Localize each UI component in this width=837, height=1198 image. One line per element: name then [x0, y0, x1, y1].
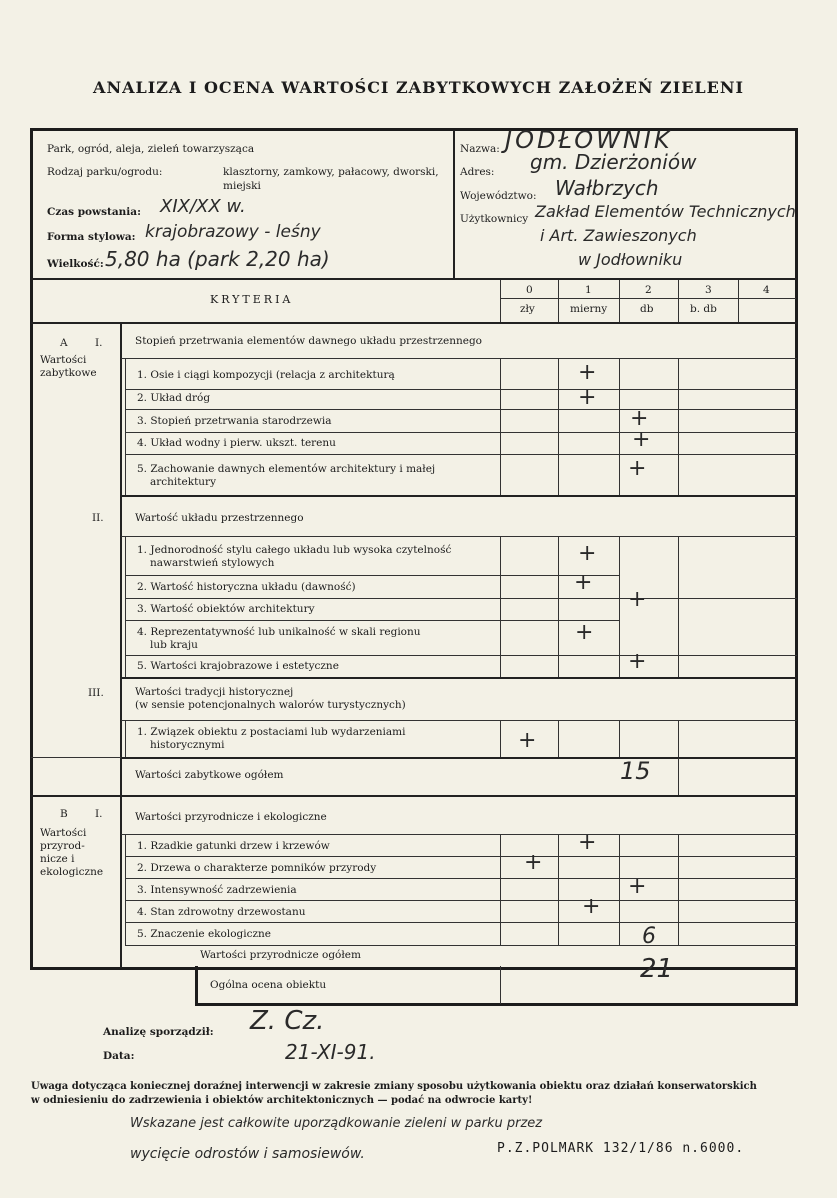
rodzaj-label: Rodzaj parku/ogrodu: [47, 166, 163, 178]
rodzaj-options: klasztorny, zamkowy, pałacowy, dworski, [223, 166, 439, 178]
score-0: 0 [526, 284, 533, 296]
b1-item-2: 2. Drzewa o charakterze pomników przyrody [137, 862, 377, 874]
section-b-roman-1: I. [95, 808, 103, 820]
a3-title-1: Wartości tradycji historycznej [135, 686, 294, 698]
forma-label: Forma stylowa: [47, 231, 136, 243]
section-a-group-label-2: zabytkowe [40, 367, 97, 379]
mark-a2-3: + [628, 587, 647, 612]
data-label: Data: [103, 1050, 135, 1062]
section-a-code: A [60, 337, 68, 349]
section-a-group-label-1: Wartości [40, 354, 87, 366]
score-label-0: zły [520, 303, 535, 315]
section-b-code: B [60, 808, 68, 820]
uzytkownicy-value-2: i Art. Zawieszonych [540, 226, 697, 245]
section-b-group-label-2: przyrod- [40, 840, 85, 852]
forma-value: krajobrazowy - leśny [145, 222, 321, 242]
section-b-group-label-3: nicze i [40, 853, 75, 865]
uzytkownicy-value-3: w Jodłowniku [578, 250, 683, 269]
mark-b1-4: + [582, 894, 601, 919]
b1-title: Wartości przyrodnicze i ekologiczne [135, 811, 327, 823]
a1-item-1: 1. Osie i ciągi kompozycji (relacja z architekturą [137, 369, 395, 381]
mark-b1-1: + [578, 830, 597, 855]
handwritten-note-2: wycięcie odrostów i samosiewów. [130, 1146, 365, 1162]
a2-item-2: 2. Wartość historyczna układu (dawność) [137, 581, 356, 593]
mark-a1-4: + [632, 427, 651, 452]
score-label-2: db [640, 303, 654, 315]
czas-value: XIX/XX w. [160, 196, 246, 217]
handwritten-note-1: Wskazane jest całkowite uporządkowanie zieleni w parku przez [130, 1116, 543, 1131]
b1-item-4: 4. Stan zdrowotny drzewostanu [137, 906, 306, 918]
note-line-2: w odniesieniu do zadrzewienia i obiektów architektonicznych — podać na odwrocie karty! [31, 1095, 533, 1106]
uzytkownicy-value-1: Zakład Elementów Technicznych [535, 202, 796, 221]
park-type-label: Park, ogród, aleja, zieleń towarzysząca [47, 143, 255, 155]
data-value: 21-XI-91. [285, 1040, 376, 1064]
wojewodztwo-value: Wałbrzych [555, 176, 659, 200]
wielkosc-label: Wielkość: [47, 258, 104, 270]
a2-item-3: 3. Wartość obiektów architektury [137, 603, 315, 615]
mark-a2-4: + [575, 620, 594, 645]
score-4: 4 [763, 284, 770, 296]
a2-item-4: 4. Reprezentatywność lub unikalność w skali regionu [137, 626, 421, 638]
b1-item-3: 3. Intensywność zadrzewienia [137, 884, 297, 896]
mark-a1-3: + [630, 406, 649, 431]
a1-item-2: 2. Układ dróg [137, 392, 211, 404]
a1-title: Stopień przetrwania elementów dawnego układu przestrzennego [135, 335, 482, 347]
kryteria-label: KRYTERIA [210, 293, 294, 306]
print-mark: P.Z.POLMARK 132/1/86 n.6000. [497, 1141, 745, 1156]
a1-item-3: 3. Stopień przetrwania starodrzewia [137, 415, 332, 427]
score-label-1: mierny [570, 303, 608, 315]
document-title: ANALIZA I OCENA WARTOŚCI ZABYTKOWYCH ZAŁOŻEŃ ZIELENI [93, 78, 744, 97]
a2-title: Wartość układu przestrzennego [135, 512, 304, 524]
a1-item-5: 5. Zachowanie dawnych elementów architektury i małej [137, 463, 436, 475]
b1-item-1: 1. Rzadkie gatunki drzew i krzewów [137, 840, 330, 852]
wojewodztwo-label: Województwo: [460, 190, 537, 202]
a2-item-4-cont: lub kraju [150, 639, 198, 651]
section-a-roman-3: III. [88, 687, 104, 699]
mark-a1-5: + [628, 456, 647, 481]
a3-title-2: (w sensie potencjonalnych walorów turystycznych) [135, 699, 406, 711]
a2-item-5: 5. Wartości krajobrazowe i estetyczne [137, 660, 339, 672]
a3-item-1: 1. Związek obiektu z postaciami lub wydarzeniami [137, 726, 406, 738]
score-3: 3 [705, 284, 712, 296]
nazwa-label: Nazwa: [460, 143, 500, 155]
score-1: 1 [585, 284, 592, 296]
overall-value: 21 [640, 954, 674, 984]
adres-label: Adres: [460, 166, 495, 178]
wielkosc-value: 5,80 ha (park 2,20 ha) [105, 247, 330, 271]
section-b-group-label-4: ekologiczne [40, 866, 104, 878]
adres-value: gm. Dzierżoniów [530, 150, 697, 174]
score-label-3: b. db [690, 303, 717, 315]
score-2: 2 [645, 284, 652, 296]
note-line-1: Uwaga dotycząca koniecznej doraźnej interwencji w zakresie zmiany sposobu użytkowania obiektu oraz działań konserwatorskich [31, 1081, 757, 1092]
a2-item-1-cont: nawarstwień stylowych [150, 557, 275, 569]
mark-b1-3: + [628, 874, 647, 899]
nazwa-value: JODŁOWNIK [505, 126, 673, 154]
rodzaj-options-2: miejski [223, 180, 261, 192]
overall-label: Ogólna ocena obiektu [210, 979, 327, 991]
mark-a3-1: + [518, 728, 537, 753]
b-total-label: Wartości przyrodnicze ogółem [200, 949, 361, 961]
a2-item-1: 1. Jednorodność stylu całego układu lub wysoka czytelność [137, 544, 452, 556]
analiza-signature: Z. Cz. [250, 1006, 325, 1036]
section-a-roman-1: I. [95, 337, 103, 349]
a-total-value: 15 [620, 757, 651, 785]
a1-item-5-cont: architektury [150, 476, 217, 488]
analiza-label: Analizę sporządził: [103, 1026, 214, 1038]
a-total-label: Wartości zabytkowe ogółem [135, 769, 284, 781]
mark-a2-1: + [578, 541, 597, 566]
mark-b1-2: + [524, 850, 543, 875]
a3-item-1-cont: historycznymi [150, 739, 225, 751]
mark-a2-2: + [574, 570, 593, 595]
uzytkownicy-label: Użytkownicy [460, 213, 529, 225]
section-b-group-label-1: Wartości [40, 827, 87, 839]
mark-a2-5: + [628, 649, 647, 674]
section-a-roman-2: II. [92, 512, 104, 524]
czas-label: Czas powstania: [47, 206, 141, 218]
a1-item-4: 4. Układ wodny i pierw. ukszt. terenu [137, 437, 336, 449]
b-total-value: 6 [642, 924, 656, 949]
mark-a1-1: + [578, 360, 597, 385]
b1-item-5: 5. Znaczenie ekologiczne [137, 928, 272, 940]
mark-a1-2: + [578, 385, 597, 410]
